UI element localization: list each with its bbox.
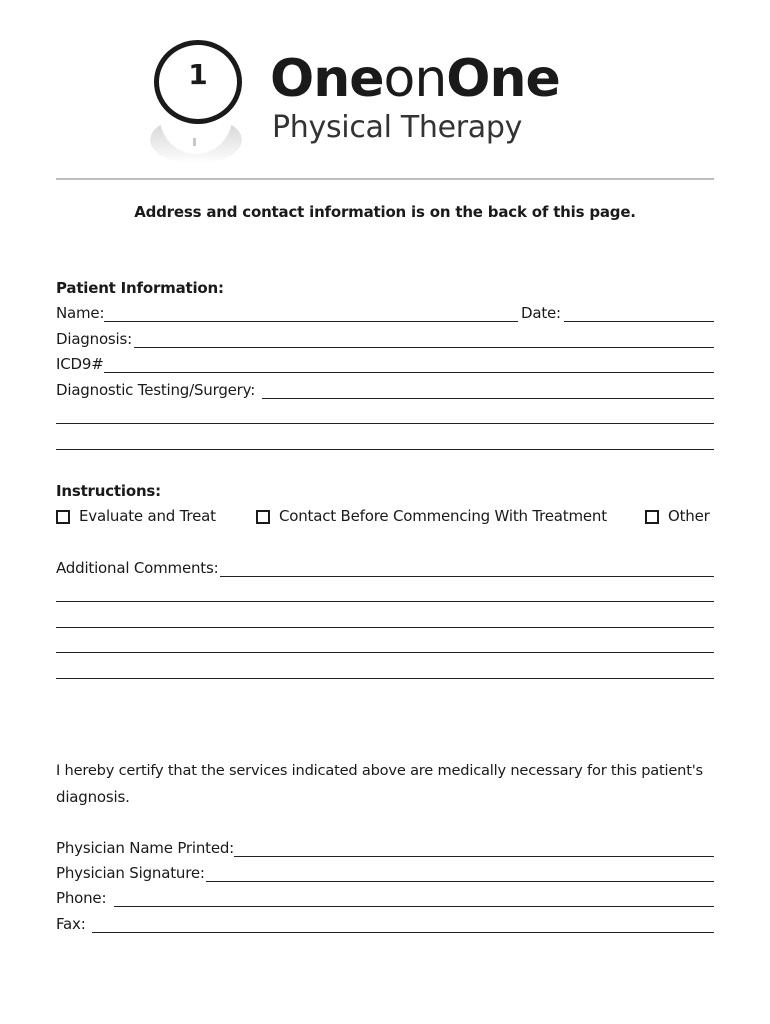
logo-brand: [270, 48, 560, 110]
logo-number: 1: [188, 58, 208, 91]
fax-label: Fax:: [56, 915, 86, 933]
physician-signature-label: Physician Signature:: [56, 864, 205, 882]
evaluate-label: Evaluate and Treat: [79, 507, 216, 525]
comments-line-3[interactable]: [56, 627, 714, 628]
logo-subtitle: Physical Therapy: [272, 110, 523, 145]
diagnosis-label: Diagnosis:: [56, 330, 132, 348]
patient-info-heading: Patient Information:: [56, 279, 224, 297]
diagnosis-field[interactable]: [134, 347, 714, 348]
back-page-notice: Address and contact information is on the back of this page.: [134, 203, 636, 221]
contact-label: Contact Before Commencing With Treatment: [279, 507, 607, 525]
brand-one-second: One: [446, 49, 560, 109]
physician-signature-field[interactable]: [206, 881, 714, 882]
physician-name-field[interactable]: [234, 856, 714, 857]
testing-label: Diagnostic Testing/Surgery:: [56, 381, 256, 399]
physician-name-label: Physician Name Printed:: [56, 839, 235, 857]
header-divider: [56, 178, 714, 180]
name-field[interactable]: [104, 321, 518, 322]
comments-line-2[interactable]: [56, 601, 714, 602]
phone-field[interactable]: [114, 906, 714, 907]
other-checkbox[interactable]: [645, 510, 659, 524]
brand-on: on: [383, 49, 447, 109]
instructions-heading: Instructions:: [56, 482, 161, 500]
fax-field[interactable]: [92, 932, 714, 933]
phone-label: Phone:: [56, 889, 107, 907]
date-field[interactable]: [564, 321, 714, 322]
brand-one-first: One: [270, 49, 384, 109]
evaluate-checkbox[interactable]: [56, 510, 70, 524]
icd9-label: ICD9#: [56, 355, 104, 373]
testing-field-line-3[interactable]: [56, 449, 714, 450]
logo-reflection-dot: [193, 138, 196, 146]
testing-field[interactable]: [262, 398, 714, 399]
contact-checkbox[interactable]: [256, 510, 270, 524]
other-label: Other: [668, 507, 710, 525]
certify-text-line-2: diagnosis.: [56, 788, 130, 806]
comments-label: Additional Comments:: [56, 559, 219, 577]
comments-line-4[interactable]: [56, 652, 714, 653]
logo-reflection-icon: [150, 116, 242, 164]
name-label: Name:: [56, 304, 105, 322]
certify-text-line-1: I hereby certify that the services indicated above are medically necessary for this patient's: [56, 762, 703, 779]
icd9-field[interactable]: [104, 372, 714, 373]
testing-field-line-2[interactable]: [56, 423, 714, 424]
date-label: Date:: [521, 304, 561, 322]
comments-line-5[interactable]: [56, 678, 714, 679]
comments-field[interactable]: [220, 576, 714, 577]
